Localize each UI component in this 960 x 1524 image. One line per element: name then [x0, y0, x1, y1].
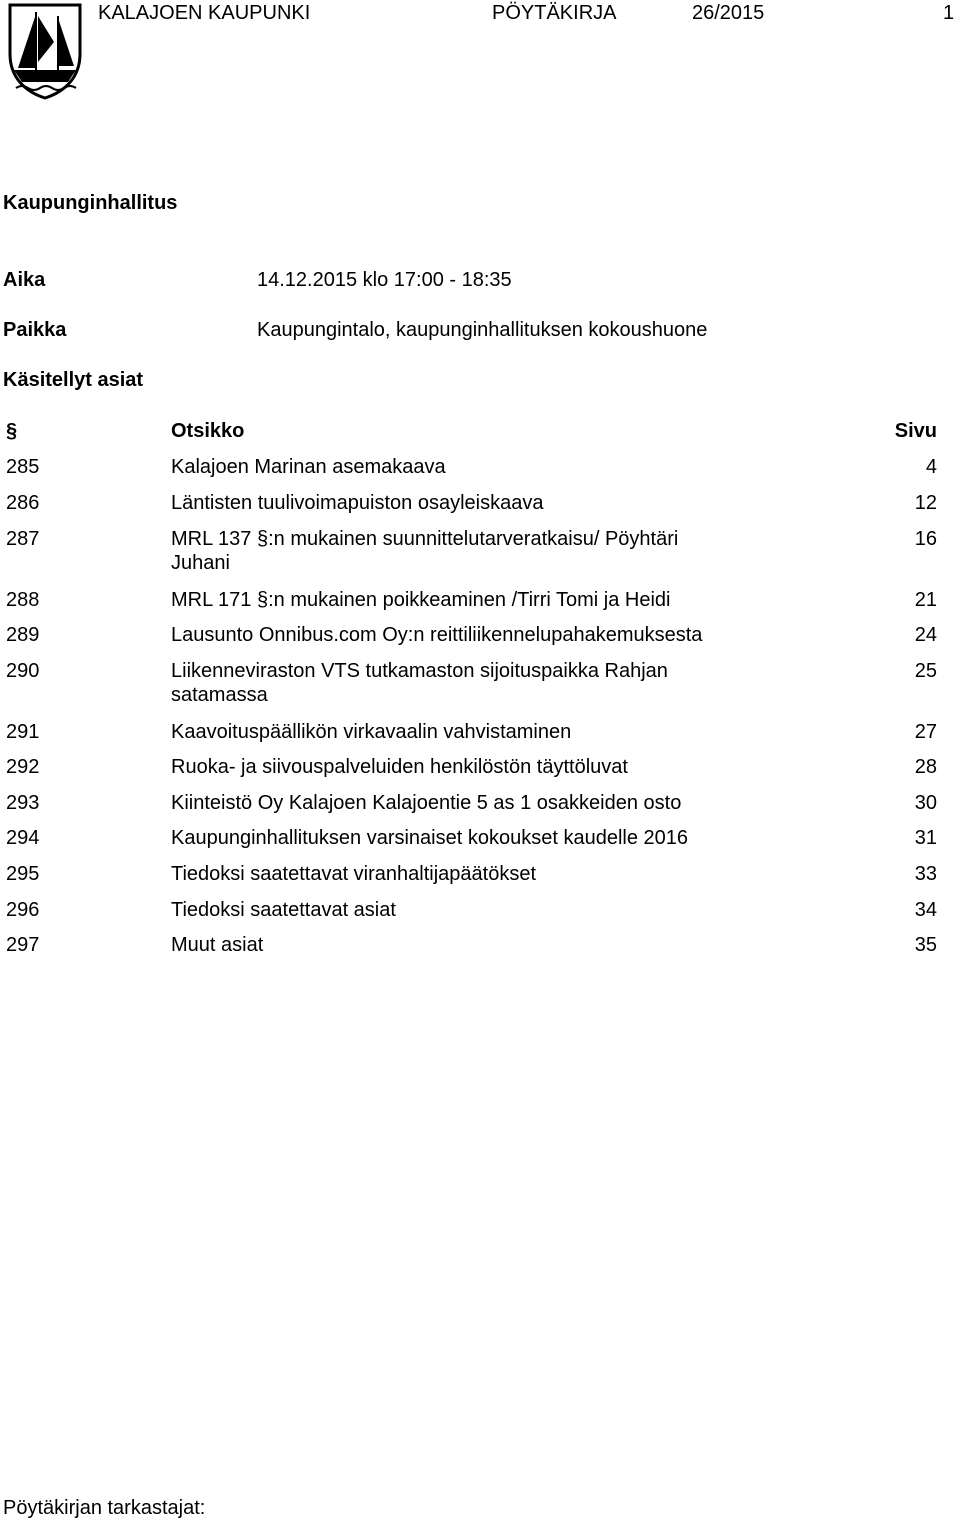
item-page: 21 — [914, 589, 937, 611]
item-title: Ruoka- ja siivouspalveluiden henkilöstön täyttöluvat — [171, 756, 628, 778]
place-label: Paikka — [3, 319, 67, 341]
item-page: 27 — [914, 721, 937, 743]
section-title: Käsitellyt asiat — [3, 369, 144, 391]
item-number: 297 — [6, 934, 40, 956]
item-number: 288 — [6, 589, 40, 611]
reviewers-label: Pöytäkirjan tarkastajat: — [3, 1497, 206, 1519]
item-page: 28 — [914, 756, 937, 778]
item-page: 35 — [914, 934, 937, 956]
item-number: 293 — [6, 792, 40, 814]
item-number: 289 — [6, 624, 40, 646]
section-symbol: § — [6, 420, 18, 442]
item-number: 286 — [6, 492, 40, 514]
item-title: Muut asiat — [171, 934, 264, 956]
place-value: Kaupungintalo, kaupunginhallituksen kokoushuone — [257, 319, 708, 341]
column-title-header: Otsikko — [171, 420, 245, 442]
item-page: 31 — [914, 827, 937, 849]
item-page: 4 — [925, 456, 937, 478]
document-number: 26/2015 — [692, 2, 765, 24]
item-number: 292 — [6, 756, 40, 778]
item-title: Läntisten tuulivoimapuiston osayleiskaava — [171, 492, 544, 514]
item-page: 30 — [914, 792, 937, 814]
item-title: Kaupunginhallituksen varsinaiset kokoukset kaudelle 2016 — [171, 827, 689, 849]
organization-name: KALAJOEN KAUPUNKI — [98, 2, 311, 24]
item-title: Lausunto Onnibus.com Oy:n reittiliikennelupahakemuksesta — [171, 624, 703, 646]
item-title: Liikenneviraston VTS tutkamaston sijoituspaikka Rahjan satamassa — [171, 660, 668, 706]
item-page: 33 — [914, 863, 937, 885]
item-number: 287 — [6, 528, 40, 550]
item-title: MRL 137 §:n mukainen suunnittelutarveratkaisu/ Pöyhtäri Juhani — [171, 528, 679, 574]
document-type: PÖYTÄKIRJA — [492, 2, 617, 24]
page-title: Kaupunginhallitus — [3, 192, 178, 214]
item-page: 12 — [914, 492, 937, 514]
item-page: 16 — [914, 528, 937, 550]
time-label: Aika — [3, 269, 46, 291]
item-title: Tiedoksi saatettavat asiat — [171, 899, 396, 921]
item-title: Kalajoen Marinan asemakaava — [171, 456, 446, 478]
item-number: 295 — [6, 863, 40, 885]
item-title: Kaavoituspäällikön virkavaalin vahvistaminen — [171, 721, 572, 743]
ship-coat-of-arms-icon — [6, 2, 84, 100]
item-number: 294 — [6, 827, 40, 849]
page-number: 1 — [943, 2, 955, 24]
item-title: Tiedoksi saatettavat viranhaltijapäätökset — [171, 863, 537, 885]
item-page: 25 — [914, 660, 937, 682]
column-page-header: Sivu — [894, 420, 937, 442]
item-number: 285 — [6, 456, 40, 478]
item-number: 290 — [6, 660, 40, 682]
item-page: 24 — [914, 624, 937, 646]
time-value: 14.12.2015 klo 17:00 - 18:35 — [257, 269, 512, 291]
item-title: MRL 171 §:n mukainen poikkeaminen /Tirri Tomi ja Heidi — [171, 589, 671, 611]
item-page: 34 — [914, 899, 937, 921]
item-number: 291 — [6, 721, 40, 743]
item-title: Kiinteistö Oy Kalajoen Kalajoentie 5 as 1 osakkeiden osto — [171, 792, 682, 814]
item-number: 296 — [6, 899, 40, 921]
